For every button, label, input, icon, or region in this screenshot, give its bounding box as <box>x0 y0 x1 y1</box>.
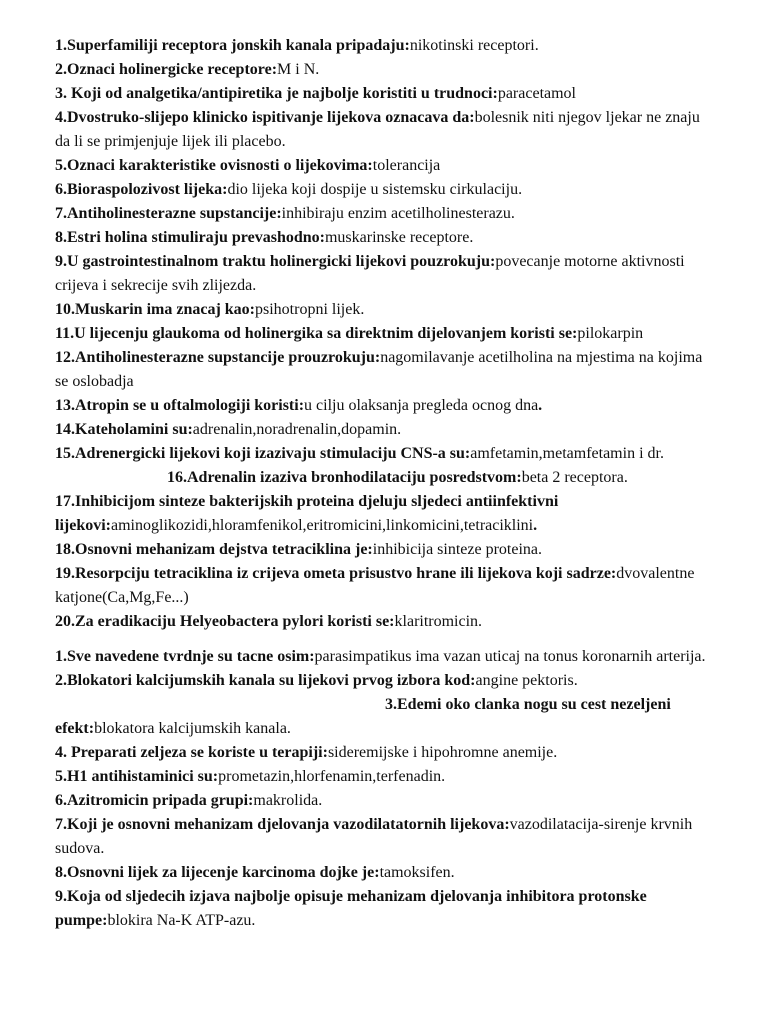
list-item <box>55 610 715 634</box>
answer: klaritromicin. <box>394 613 483 630</box>
answer-tail: . <box>533 517 538 534</box>
list-item <box>55 490 715 538</box>
question: 8.Estri holina stimuliraju prevashodno: <box>55 229 325 246</box>
question: 10.Muskarin ima znacaj kao: <box>55 301 255 318</box>
question: 5.H1 antihistaminici su: <box>55 768 219 785</box>
answer: M i N. <box>277 61 320 78</box>
list-item <box>55 562 715 610</box>
question: 9.U gastrointestinalnom traktu holinergicki lijekovi pouzrokuju: <box>55 253 496 270</box>
document-page <box>55 34 715 933</box>
answer: adrenalin,noradrenalin,dopamin. <box>192 421 402 438</box>
answer: povecanje motorne aktivnosti crijeva i sekrecije svih zlijezda. <box>55 253 685 294</box>
answer-tail: . <box>538 397 543 414</box>
answer: tamoksifen. <box>379 864 455 881</box>
list-item <box>55 298 715 322</box>
question: 1.Sve navedene tvrdnje su tacne osim: <box>55 648 315 665</box>
answer: parasimpatikus ima vazan uticaj na tonus koronarnih arterija. <box>314 648 706 665</box>
answer: pilokarpin <box>577 325 644 342</box>
list-item <box>55 765 715 789</box>
list-item <box>55 58 715 82</box>
question: 5.Oznaci karakteristike ovisnosti o lijekovima: <box>55 157 373 174</box>
answer: dvovalentne katjone(Ca,Mg,Fe...) <box>55 565 695 606</box>
answer: vazodilatacija-sirenje krvnih sudova. <box>55 816 693 857</box>
answer: sideremijske i hipohromne anemije. <box>327 744 558 761</box>
list-item <box>55 226 715 250</box>
list-item <box>55 394 715 418</box>
answer: muskarinske receptore. <box>324 229 474 246</box>
question: 13.Atropin se u oftalmologiji koristi: <box>55 397 305 414</box>
answer: prometazin,hlorfenamin,terfenadin. <box>218 768 446 785</box>
question: 4. Preparati zeljeza se koriste u terapiji: <box>55 744 328 761</box>
question: 20.Za eradikaciju Helyeobactera pylori koristi se: <box>55 613 395 630</box>
question: 6.Azitromicin pripada grupi: <box>55 792 254 809</box>
answer: nagomilavanje acetilholina na mjestima na kojima se oslobadja <box>55 349 703 390</box>
question: 19.Resorpciju tetraciklina iz crijeva ometa prisustvo hrane ili lijekova koji sadrze: <box>55 565 617 582</box>
question: 4.Dvostruko-slijepo klinicko ispitivanje lijekova oznacava da: <box>55 109 475 126</box>
list-item <box>55 250 715 298</box>
answer: paracetamol <box>497 85 576 102</box>
answer: psihotropni lijek. <box>255 301 365 318</box>
list-item <box>55 346 715 394</box>
question: 3.Edemi oko clanka nogu su cest nezeljeni efekt: <box>55 696 671 737</box>
question: 16.Adrenalin izaziva bronhodilataciju posredstvom: <box>167 469 522 486</box>
answer: tolerancija <box>372 157 441 174</box>
list-item <box>55 82 715 106</box>
list-item <box>55 885 715 933</box>
list-item <box>55 322 715 346</box>
list-item <box>55 106 715 154</box>
answer: aminoglikozidi,hloramfenikol,eritromicini,linkomicini,tetraciklini <box>111 517 534 534</box>
answer: bolesnik niti njegov ljekar ne znaju da li se primjenjuje lijek ili placebo. <box>55 109 700 150</box>
answer: blokira Na-K ATP-azu. <box>107 912 256 929</box>
section-gap <box>55 634 715 645</box>
answer: angine pektoris. <box>475 672 578 689</box>
list-item <box>55 34 715 58</box>
answer: beta 2 receptora. <box>521 469 628 486</box>
question: 3. Koji od analgetika/antipiretika je najbolje koristiti u trudnoci: <box>55 85 498 102</box>
list-item <box>55 789 715 813</box>
answer: amfetamin,metamfetamin i dr. <box>470 445 664 462</box>
list-item <box>55 202 715 226</box>
list-item <box>55 741 715 765</box>
list-item <box>55 154 715 178</box>
list-item <box>55 538 715 562</box>
question: 12.Antiholinesterazne supstancije prouzrokuju: <box>55 349 381 366</box>
question: 9.Koja od sljedecih izjava najbolje opisuje mehanizam djelovanja inhibitora protonske pumpe: <box>55 888 647 929</box>
list-item <box>55 813 715 861</box>
list-item <box>55 178 715 202</box>
list-item <box>55 645 715 741</box>
question: 8.Osnovni lijek za lijecenje karcinoma dojke je: <box>55 864 380 881</box>
question: 18.Osnovni mehanizam dejstva tetraciklina je: <box>55 541 373 558</box>
question: 6.Bioraspolozivost lijeka: <box>55 181 228 198</box>
question: 7.Koji je osnovni mehanizam djelovanja vazodilatatornih lijekova: <box>55 816 510 833</box>
answer: dio lijeka koji dospije u sistemsku cirkulaciju. <box>227 181 523 198</box>
answer: nikotinski receptori. <box>409 37 539 54</box>
answer: makrolida. <box>253 792 323 809</box>
question: 11.U lijecenju glaukoma od holinergika sa direktnim dijelovanjem koristi se: <box>55 325 578 342</box>
question: 17.Inhibicijom sinteze bakterijskih proteina djeluju sljedeci antiinfektivni lijekovi: <box>55 493 559 534</box>
question: 1.Superfamiliji receptora jonskih kanala pripadaju: <box>55 37 410 54</box>
answer: u cilju olaksanja pregleda ocnog dna <box>304 397 539 414</box>
question: 7.Antiholinesterazne supstancije: <box>55 205 282 222</box>
answer: blokatora kalcijumskih kanala. <box>94 720 291 737</box>
answer: inhibiraju enzim acetilholinesterazu. <box>281 205 515 222</box>
question: 14.Kateholamini su: <box>55 421 193 438</box>
answer: inhibicija sinteze proteina. <box>372 541 543 558</box>
list-item <box>55 418 715 442</box>
question: 15.Adrenergicki lijekovi koji izazivaju stimulaciju CNS-a su: <box>55 445 471 462</box>
list-item <box>55 442 715 490</box>
question: 2.Blokatori kalcijumskih kanala su lijekovi prvog izbora kod: <box>55 672 476 689</box>
question: 2.Oznaci holinergicke receptore: <box>55 61 278 78</box>
list-item <box>55 861 715 885</box>
